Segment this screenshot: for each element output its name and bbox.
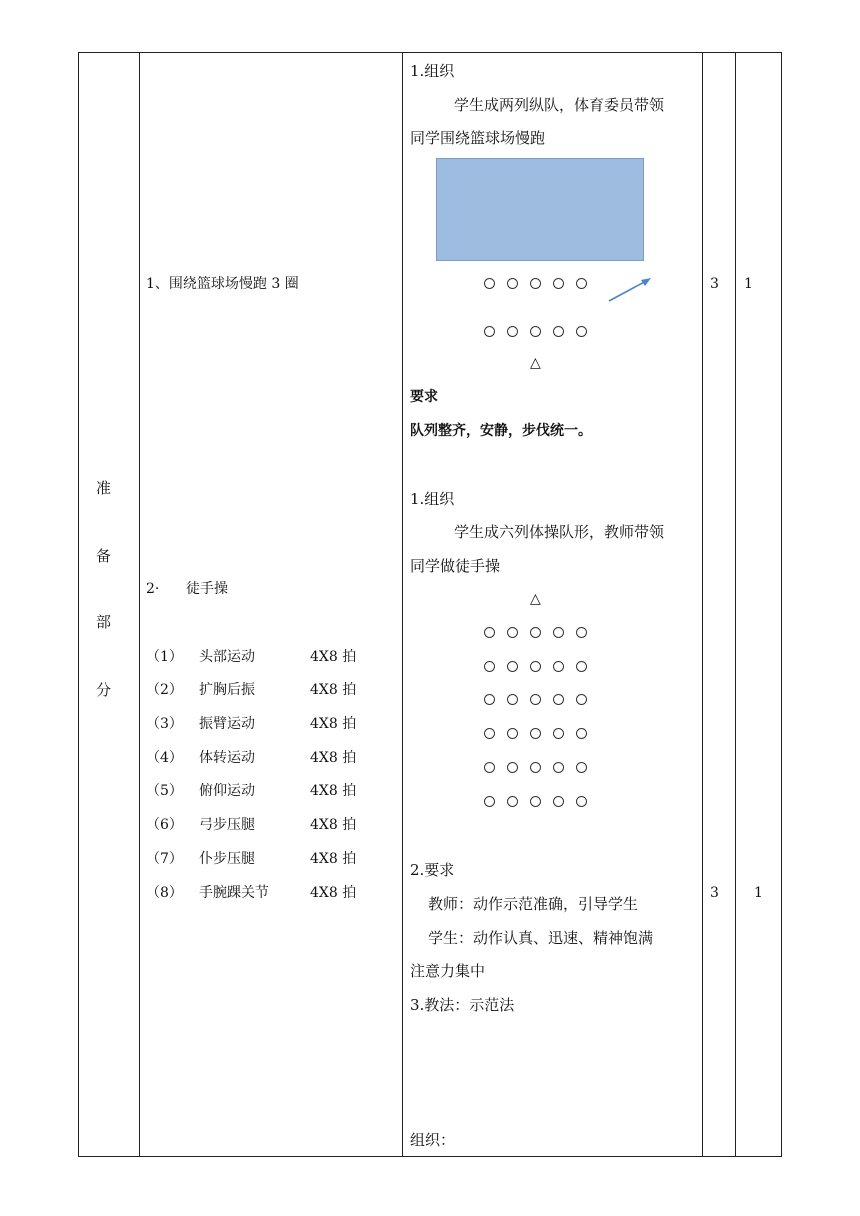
exercise-8-number: （8） [146,885,183,901]
student-circle-icon [576,694,587,705]
student-circle-icon [553,627,564,638]
content-item-2-number: 2· [146,581,160,597]
exercise-6-name: 弓步压腿 [199,817,255,833]
table-bottom-border [78,1156,782,1157]
student-circle-icon [576,762,587,773]
exercise-7-name: 仆步压腿 [199,851,255,867]
student-circle-icon [484,728,495,739]
student-circle-icon [576,278,587,289]
exercise-2-beats: 4X8 拍 [310,682,357,698]
gym-formation-row-2 [484,661,587,672]
basketball-court-diagram [436,158,644,261]
section-label-char-3: 部 [96,613,112,631]
student-circle-icon [576,661,587,672]
exercise-3-name: 振臂运动 [199,716,255,732]
column-divider-3 [702,52,703,1157]
student-circle-icon [553,661,564,672]
student-circle-icon [484,661,495,672]
student-circle-icon [530,728,541,739]
exercise-5-name: 俯仰运动 [199,783,255,799]
exercise-8-beats: 4X8 拍 [310,885,357,901]
exercise-7-number: （7） [146,851,183,867]
student-circle-icon [553,326,564,337]
student-circle-icon [553,796,564,807]
org-next-heading: 组织： [410,1131,456,1149]
org1-line-2: 同学围绕篮球场慢跑 [410,129,546,147]
student-circle-icon [553,762,564,773]
exercise-4-beats: 4X8 拍 [310,750,357,766]
student-circle-icon [507,796,518,807]
student-circle-icon [507,762,518,773]
student-circle-icon [484,278,495,289]
student-circle-icon [576,796,587,807]
exercise-2-name: 扩胸后振 [199,682,255,698]
exercise-3-number: （3） [146,716,183,732]
student-circle-icon [507,278,518,289]
content-item-1: 1、围绕篮球场慢跑 3 圈 [146,276,299,292]
exercise-8-name: 手腕踝关节 [199,885,269,901]
table-right-border [781,52,782,1157]
leader-triangle-icon: △ [530,355,541,371]
gym-formation-row-5 [484,762,587,773]
formation-row-2 [484,326,587,337]
exercise-1-number: （1） [146,649,183,665]
time-value-1: 3 [710,276,719,292]
exercise-4-number: （4） [146,750,183,766]
student-circle-icon [576,326,587,337]
org1-requirement-heading: 要求 [410,389,438,405]
student-circle-icon [576,728,587,739]
org1-heading: 1.组织 [410,62,455,80]
direction-arrow-icon [606,274,654,304]
org2-student-requirement: 学生：动作认真、迅速、精神饱满 [428,929,654,947]
student-circle-icon [553,694,564,705]
gym-formation-row-6 [484,796,587,807]
org2-requirement-heading: 2.要求 [410,861,455,879]
section-label-char-4: 分 [96,681,112,699]
student-circle-icon [530,627,541,638]
student-circle-icon [530,661,541,672]
exercise-5-beats: 4X8 拍 [310,783,357,799]
student-circle-icon [507,694,518,705]
student-circle-icon [484,627,495,638]
gym-formation-row-3 [484,694,587,705]
org2-teacher-requirement: 教师：动作示范准确，引导学生 [428,895,639,913]
time-value-2: 3 [710,885,719,901]
student-circle-icon [484,796,495,807]
exercise-1-beats: 4X8 拍 [310,649,357,665]
org2-heading: 1.组织 [410,490,455,508]
student-circle-icon [576,627,587,638]
table-left-border [78,52,79,1157]
student-circle-icon [530,278,541,289]
exercise-5-number: （5） [146,783,183,799]
student-circle-icon [553,728,564,739]
table-top-border [78,52,782,53]
org2-student-requirement-cont: 注意力集中 [410,962,486,980]
section-label-char-1: 准 [96,479,112,497]
exercise-6-number: （6） [146,817,183,833]
student-circle-icon [507,627,518,638]
org2-line-1: 学生成六列体操队形，教师带领 [454,523,665,541]
org1-line-1: 学生成两列纵队，体育委员带领 [454,96,665,114]
student-circle-icon [530,694,541,705]
student-circle-icon [530,796,541,807]
student-circle-icon [484,762,495,773]
exercise-3-beats: 4X8 拍 [310,716,357,732]
org2-teaching-method: 3.教法：示范法 [410,996,515,1014]
count-value-1: 1 [744,276,753,292]
teacher-triangle-icon: △ [530,591,541,607]
exercise-6-beats: 4X8 拍 [310,817,357,833]
section-label-char-2: 备 [96,547,112,565]
student-circle-icon [507,661,518,672]
exercise-7-beats: 4X8 拍 [310,851,357,867]
gym-formation-row-1 [484,627,587,638]
exercise-1-name: 头部运动 [199,649,255,665]
student-circle-icon [484,694,495,705]
student-circle-icon [530,762,541,773]
gym-formation-row-4 [484,728,587,739]
column-divider-4 [735,52,736,1157]
count-value-2: 1 [754,885,763,901]
student-circle-icon [484,326,495,337]
content-item-2-title: 徒手操 [186,581,228,597]
column-divider-2 [402,52,403,1157]
student-circle-icon [507,326,518,337]
exercise-2-number: （2） [146,682,183,698]
student-circle-icon [553,278,564,289]
column-divider-1 [139,52,140,1157]
org1-requirement-text: 队列整齐，安静，步伐统一。 [410,423,592,439]
formation-row-1 [484,278,587,289]
org2-line-2: 同学做徒手操 [410,557,501,575]
exercise-4-name: 体转运动 [199,750,255,766]
student-circle-icon [507,728,518,739]
student-circle-icon [530,326,541,337]
